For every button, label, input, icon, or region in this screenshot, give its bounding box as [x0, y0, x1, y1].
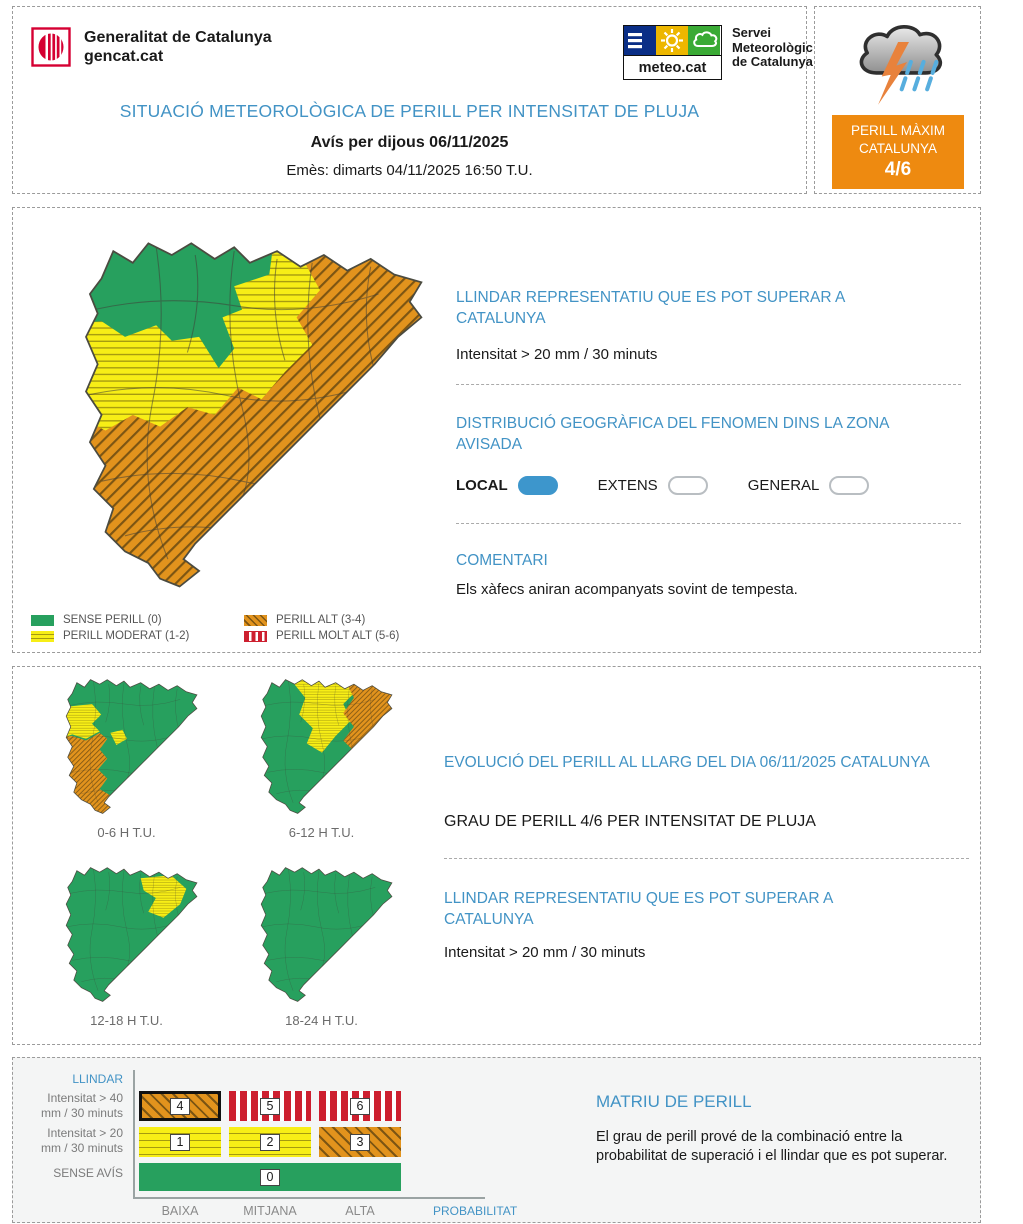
- servei-text: [732, 25, 813, 70]
- gencat-line1: Generalitat de Catalunya: [84, 29, 272, 46]
- servei-line1: Servei: [731, 25, 772, 40]
- x-label-alta: ALTA: [345, 1204, 375, 1218]
- threshold-title-2: LLINDAR REPRESENTATIU QUE ES POT SUPERAR A CATALUNYA: [444, 890, 833, 928]
- map-time-label: 0-6 H T.U.: [97, 825, 156, 840]
- gencat-logo-text: [84, 27, 272, 67]
- map-time-label: 12-18 H T.U.: [90, 1013, 163, 1028]
- evolution-map-0-6: [29, 669, 224, 857]
- map-details-column: [456, 208, 966, 654]
- distribution-options: [456, 476, 895, 495]
- matrix-cell-6: [319, 1091, 401, 1121]
- meteocat-label: meteo.cat: [624, 55, 721, 79]
- max-danger-box: [814, 6, 981, 194]
- header-box: [12, 6, 813, 194]
- meteocat-logo: [623, 25, 722, 80]
- distribution-title: DISTRIBUCIÓ GEOGRÀFICA DEL FENOMEN DINS LA ZONA AVISADA: [456, 415, 889, 453]
- cell-value: 1: [170, 1134, 191, 1151]
- legend-swatch-yellow: [31, 631, 54, 642]
- evolution-map-18-24: [224, 857, 419, 1045]
- legend-swatch-green: [31, 615, 54, 626]
- map-time-label: 6-12 H T.U.: [288, 825, 355, 840]
- matrix-cell-1: [139, 1127, 221, 1157]
- legend-item-perill-alt: [244, 614, 399, 626]
- danger-matrix-section: [12, 1057, 981, 1223]
- separator: [444, 858, 969, 859]
- cell-value: 3: [350, 1134, 371, 1151]
- option-extens-pill[interactable]: [668, 476, 708, 495]
- map-legend: [31, 614, 399, 642]
- evolution-section: [12, 666, 981, 1045]
- matrix-title: MATRIU DE PERILL: [596, 1092, 752, 1111]
- badge-line1: PERILL MÀXIM: [850, 123, 946, 139]
- max-danger-badge: [832, 115, 964, 189]
- map-12-18-icon: [43, 857, 211, 1009]
- badge-line2: CATALUNYA: [858, 141, 937, 156]
- legend-swatch-orange: [244, 615, 267, 626]
- matrix-cell-2: [229, 1127, 311, 1157]
- matrix-row-label-1: [19, 1091, 123, 1121]
- header-titles: [13, 101, 806, 179]
- separator: [456, 523, 961, 524]
- threshold-value: Intensitat > 20 mm / 30 minuts: [456, 346, 658, 363]
- legend-swatch-red: [244, 631, 267, 642]
- comment-text: Els xàfecs aniran acompanyats sovint de tempesta.: [456, 581, 798, 598]
- cell-value: 6: [350, 1098, 371, 1115]
- gencat-logo-block: [31, 27, 272, 67]
- map-time-label: 18-24 H T.U.: [285, 1013, 358, 1028]
- option-extens-label: EXTENS: [597, 477, 658, 494]
- catalonia-danger-map: [27, 216, 457, 606]
- threshold-value-2: Intensitat > 20 mm / 30 minuts: [444, 944, 646, 961]
- option-extens[interactable]: [598, 476, 708, 495]
- row-label-line: mm / 30 minuts: [40, 1141, 123, 1155]
- matrix-cell-3: [319, 1127, 401, 1157]
- map-18-24-icon: [238, 857, 406, 1009]
- separator: [456, 384, 961, 385]
- issued-date: Emès: dimarts 04/11/2025 16:50 T.U.: [286, 162, 533, 179]
- matrix-cell-0: [139, 1163, 401, 1191]
- option-local-label: LOCAL: [456, 477, 508, 494]
- threshold-title: LLINDAR REPRESENTATIU QUE ES POT SUPERAR A CATALUNYA: [456, 289, 845, 327]
- servei-line3: de Catalunya: [731, 54, 813, 70]
- servei-line2: Meteorològic: [731, 39, 813, 55]
- row-label-line: SENSE AVÍS: [53, 1166, 123, 1180]
- row-label-line: mm / 30 minuts: [40, 1106, 123, 1120]
- x-axis-title: PROBABILITAT: [433, 1204, 518, 1218]
- row-label-line: Intensitat > 40: [47, 1091, 123, 1105]
- matrix-row-1: [139, 1091, 401, 1121]
- comment-title: COMENTARI: [456, 552, 548, 569]
- gencat-logo-icon: [31, 27, 71, 67]
- storm-cloud-icon: [849, 13, 949, 111]
- x-label-baixa: BAIXA: [161, 1204, 199, 1218]
- legend-item-sense-perill: [31, 614, 236, 626]
- evolution-details-column: [444, 667, 974, 1046]
- warning-date: Avís per dijous 06/11/2025: [310, 134, 509, 151]
- meteocat-logo-block: [623, 25, 813, 80]
- cell-value: 4: [170, 1098, 191, 1115]
- legend-item-perill-molt-alt: [244, 630, 399, 642]
- matrix-description: El grau de perill prové de la combinació entre la probabilitat de superació i el llindar que es pot superar.: [596, 1129, 948, 1165]
- matrix-y-axis-title: LLINDAR: [72, 1072, 123, 1086]
- legend-label: SENSE PERILL (0): [63, 614, 162, 626]
- cell-value: 5: [260, 1098, 281, 1115]
- meteocat-lines-icon: [624, 26, 656, 55]
- evolution-maps: [29, 669, 419, 1045]
- option-general-label: GENERAL: [747, 477, 820, 494]
- page-title: SITUACIÓ METEOROLÒGICA DE PERILL PER INTENSITAT DE PLUJA: [119, 101, 700, 121]
- option-general-pill[interactable]: [829, 476, 869, 495]
- evolution-map-6-12: [224, 669, 419, 857]
- legend-label: PERILL MOLT ALT (5-6): [276, 630, 400, 642]
- legend-label: PERILL MODERAT (1-2): [63, 630, 190, 642]
- matrix-cell-4: [139, 1091, 221, 1121]
- cell-value: 0: [260, 1169, 281, 1186]
- evolution-map-12-18: [29, 857, 224, 1045]
- matrix-row-2: [139, 1127, 401, 1157]
- option-local-pill[interactable]: [518, 476, 558, 495]
- cell-value: 2: [260, 1134, 281, 1151]
- map-0-6-icon: [43, 669, 211, 821]
- row-label-line: Intensitat > 20: [47, 1126, 123, 1140]
- evolution-title: EVOLUCIÓ DEL PERILL AL LLARG DEL DIA 06/11/2025 CATALUNYA: [444, 754, 930, 771]
- legend-item-perill-moderat: [31, 630, 236, 642]
- matrix-row-label-2: [19, 1126, 123, 1156]
- option-general[interactable]: [748, 476, 870, 495]
- grade-text: GRAU DE PERILL 4/6 PER INTENSITAT DE PLUJA: [444, 813, 816, 830]
- matrix-x-axis: [133, 1197, 485, 1199]
- option-local[interactable]: [456, 476, 558, 495]
- sun-icon: [656, 26, 688, 55]
- cloud-icon: [688, 26, 720, 55]
- legend-label: PERILL ALT (3-4): [276, 614, 366, 626]
- main-map-section: [12, 207, 981, 653]
- matrix-row-3: [139, 1163, 401, 1191]
- gencat-line2: gencat.cat: [84, 47, 164, 65]
- map-6-12-icon: [238, 669, 406, 821]
- matrix-cell-5: [229, 1091, 311, 1121]
- matrix-y-axis: [133, 1070, 135, 1197]
- badge-value: 4/6: [884, 158, 912, 180]
- matrix-row-label-3: [19, 1166, 123, 1181]
- x-label-mitjana: MITJANA: [243, 1204, 297, 1218]
